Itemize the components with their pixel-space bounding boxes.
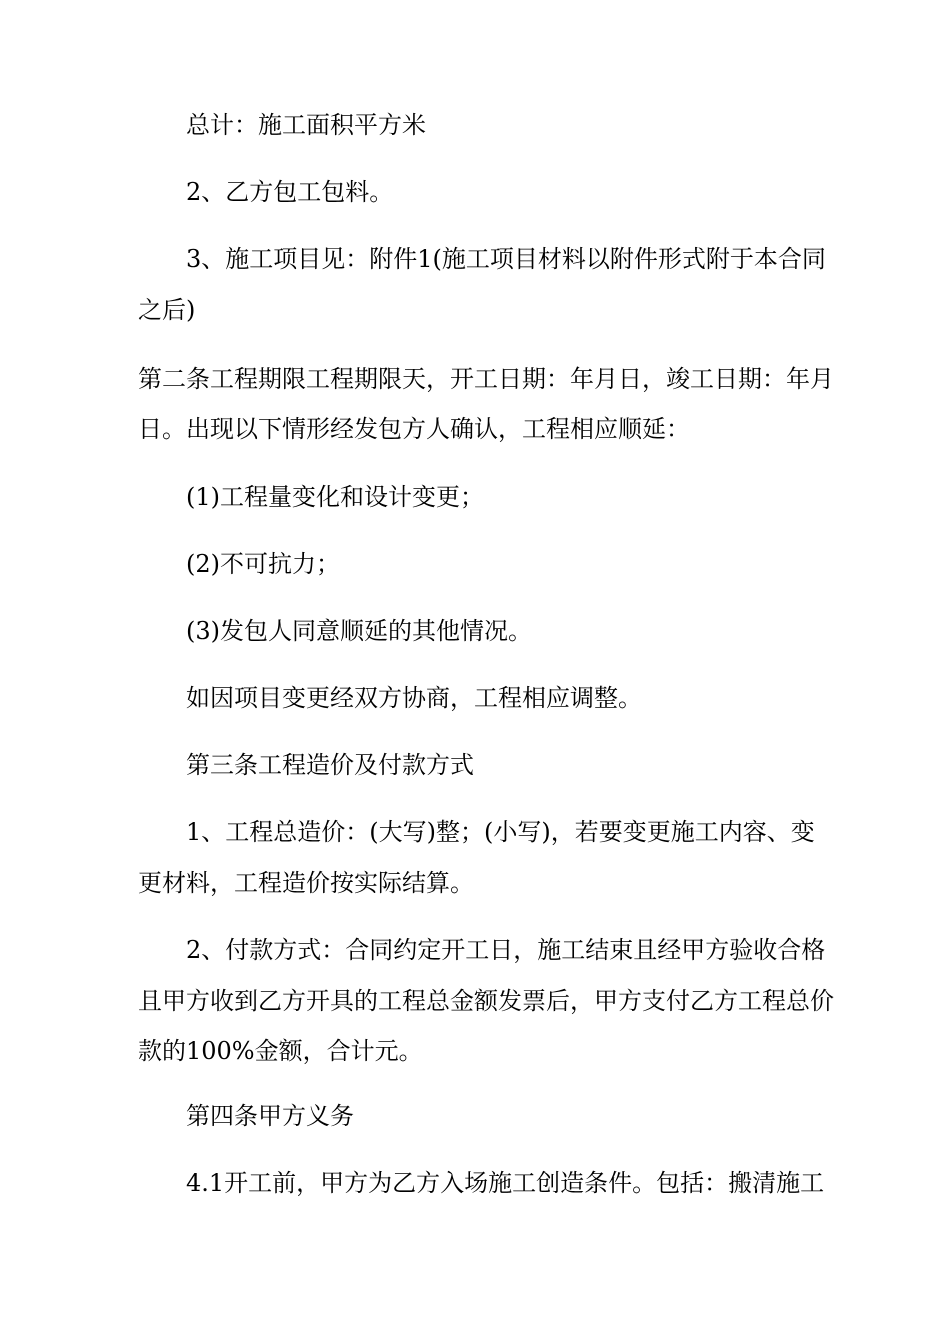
paragraph-article-2-line-1: 第二条工程期限工程期限天，开工日期：年月日，竣工日期：年月 <box>138 365 834 393</box>
paragraph-payment-2-line-3: 款的100%金额，合计元。 <box>138 1037 423 1065</box>
heading-article-3: 第三条工程造价及付款方式 <box>186 751 474 779</box>
paragraph-price-1-line-2: 更材料，工程造价按实际结算。 <box>138 869 474 897</box>
paragraph-item-2: 2、乙方包工包料。 <box>186 178 394 206</box>
paragraph-item-3-line-1: 3、施工项目见：附件1(施工项目材料以附件形式附于本合同 <box>186 245 826 273</box>
paragraph-case-3: (3)发包人同意顺延的其他情况。 <box>186 617 532 645</box>
paragraph-item-3-line-2: 之后) <box>138 296 196 324</box>
paragraph-case-2: (2)不可抗力； <box>186 550 340 578</box>
paragraph-payment-2-line-2: 且甲方收到乙方开具的工程总金额发票后，甲方支付乙方工程总价 <box>138 987 834 1015</box>
paragraph-article-2-line-2: 日。出现以下情形经发包方人确认，工程相应顺延： <box>138 415 690 443</box>
paragraph-payment-2-line-1: 2、付款方式：合同约定开工日，施工结束且经甲方验收合格 <box>186 936 826 964</box>
paragraph-case-1: (1)工程量变化和设计变更； <box>186 483 484 511</box>
paragraph-price-1-line-1: 1、工程总造价：(大写)整；(小写)，若要变更施工内容、变 <box>186 818 815 846</box>
paragraph-total-area: 总计：施工面积平方米 <box>186 111 426 139</box>
paragraph-duty-4-1: 4.1开工前，甲方为乙方入场施工创造条件。包括：搬清施工 <box>186 1169 825 1197</box>
paragraph-project-change: 如因项目变更经双方协商，工程相应调整。 <box>186 684 642 712</box>
heading-article-4: 第四条甲方义务 <box>186 1102 354 1130</box>
